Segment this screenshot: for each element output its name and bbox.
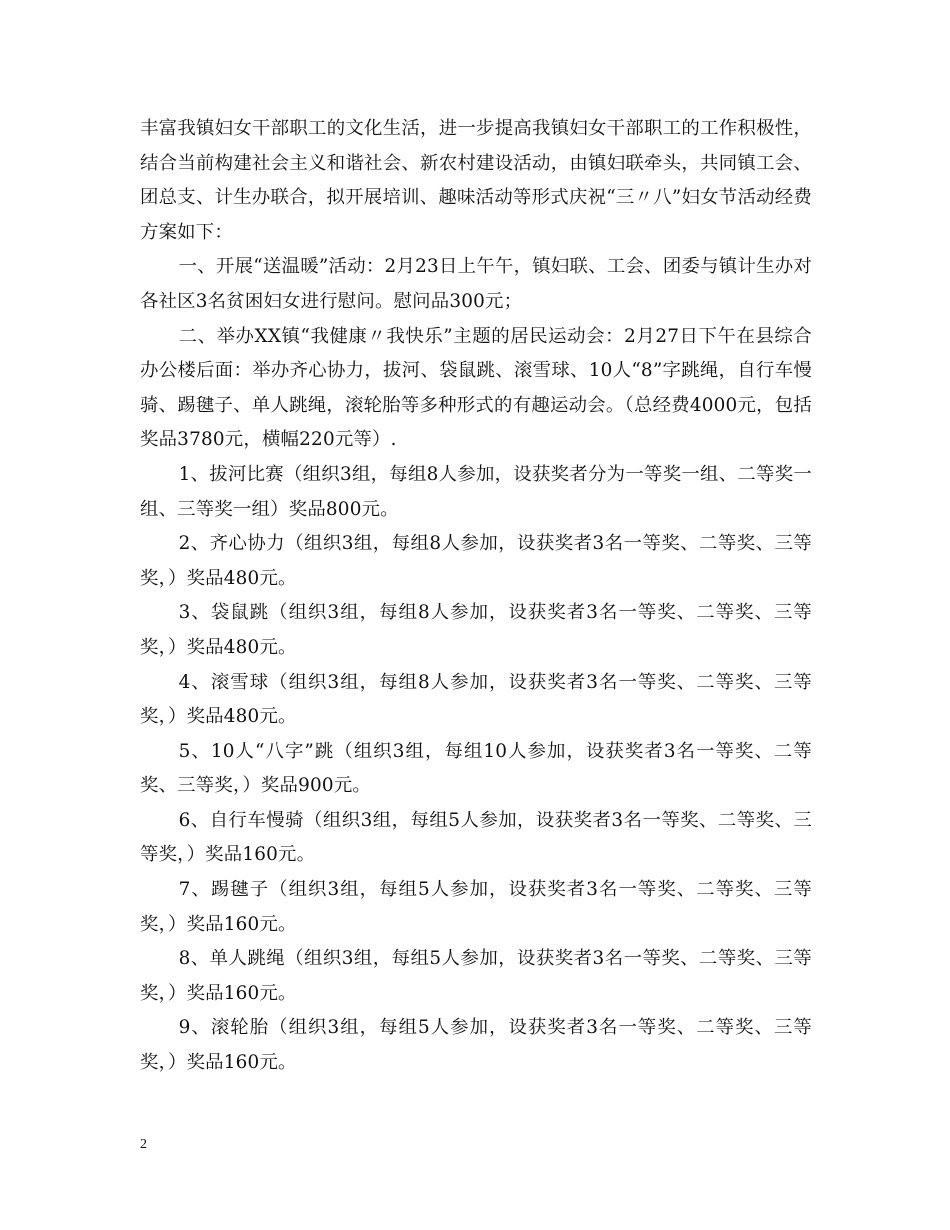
activity-one-paragraph: 一、开展“送温暖”活动：2月23日上午午，镇妇联、工会、团委与镇计生办对各社区3名贫困妇女进行慰问。慰问品300元； bbox=[140, 256, 812, 312]
item-tug-of-war: 1、拔河比赛（组织3组，每组8人参加，设获奖者分为一等奖一组、二等奖一组、三等奖一组）奖品800元。 bbox=[140, 463, 812, 520]
item-snowball: 4、滚雪球（组织3组，每组8人参加，设获奖者3名一等奖、二等奖、三等奖，）奖品480元。 bbox=[140, 671, 812, 728]
item-slow-bicycle: 6、自行车慢骑（组织3组，每组5人参加，设获奖者3名一等奖、二等奖、三等奖，）奖品160元。 bbox=[140, 809, 812, 866]
page-number: 2 bbox=[140, 1137, 147, 1152]
item-teamwork: 2、齐心协力（组织3组，每组8人参加，设获奖者3名一等奖、二等奖、三等奖，）奖品480元。 bbox=[140, 533, 812, 589]
activity-two-paragraph: 二、举办XX镇“我健康〃我快乐”主题的居民运动会：2月27日下午在县综合办公楼后面：举办齐心协力，拔河、袋鼠跳、滚雪球、10人“8”字跳绳，自行车慢骑、踢毽子、单人跳绳，滚轮胎等多种形式的有趣运动会。（总经费4000元，包括奖品3780元，横幅220元等）. bbox=[140, 325, 812, 451]
document-body bbox=[140, 112, 812, 1081]
item-shuttlecock: 7、踢毽子（组织3组，每组5人参加，设获奖者3名一等奖、二等奖、三等奖，）奖品160元。 bbox=[140, 879, 812, 935]
intro-paragraph: 丰富我镇妇女干部职工的文化生活，进一步提高我镇妇女干部职工的工作积极性，结合当前构建社会主义和谐社会、新农村建设活动，由镇妇联牵头，共同镇工会、团总支、计生办联合，拟开展培训、趣味活动等形式庆祝“三〃八”妇女节活动经费方案如下： bbox=[140, 118, 812, 243]
item-figure-eight-jump: 5、10人“八字”跳（组织3组，每组10人参加，设获奖者3名一等奖、二等奖、三等奖，）奖品900元。 bbox=[140, 740, 812, 797]
item-tire-rolling: 9、滚轮胎（组织3组，每组5人参加，设获奖者3名一等奖、二等奖、三等奖，）奖品160元。 bbox=[140, 1017, 812, 1074]
item-single-rope-jump: 8、单人跳绳（组织3组，每组5人参加，设获奖者3名一等奖、二等奖、三等奖，）奖品160元。 bbox=[140, 948, 812, 1004]
item-kangaroo-jump: 3、袋鼠跳（组织3组，每组8人参加，设获奖者3名一等奖、二等奖、三等奖，）奖品480元。 bbox=[140, 602, 812, 658]
